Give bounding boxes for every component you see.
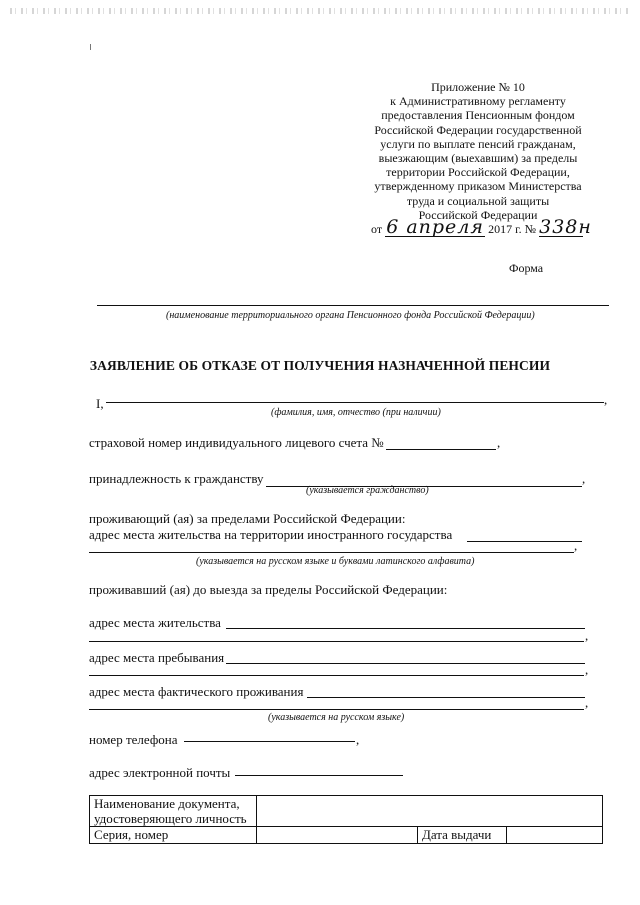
foreign-address-hint: (указывается на русском языке и буквами латинского алфавита) xyxy=(196,556,475,567)
issue-date-label: Дата выдачи xyxy=(418,827,507,844)
citizenship-hint: (указывается гражданство) xyxy=(306,485,429,496)
fio-hint: (фамилия, имя, отчество (при наличии) xyxy=(271,407,441,418)
stay-address-line-1 xyxy=(226,663,585,664)
phone-comma: , xyxy=(356,732,360,747)
doc-name-label: Наименование документа, удостоверяющего личность xyxy=(90,796,257,827)
actual-address-comma: , xyxy=(585,695,589,710)
foreign-address-comma: , xyxy=(574,538,578,553)
date-prefix: от xyxy=(371,222,383,236)
appendix-line: территории Российской Федерации, xyxy=(386,165,570,180)
handwritten-date: 6 апреля xyxy=(386,216,484,238)
residence-address-comma: , xyxy=(585,628,589,643)
snils-comma: , xyxy=(497,435,501,450)
handwritten-order-number: 338н xyxy=(539,216,592,238)
stay-address-comma: , xyxy=(585,662,589,677)
email-label: адрес электронной почты xyxy=(89,765,231,780)
snils-line xyxy=(386,449,496,450)
order-year: 2017 г. № xyxy=(488,222,537,236)
stay-address-label: адрес места пребывания xyxy=(89,650,225,665)
organ-name-hint: (наименование территориального органа Пенсионного фонда Российской Федерации) xyxy=(166,310,535,321)
email-line xyxy=(235,775,403,776)
scan-mark xyxy=(90,44,91,50)
actual-address-line-1 xyxy=(307,697,585,698)
appendix-line: утвержденному приказом Министерства xyxy=(374,179,582,194)
appendix-line: труда и социальной защиты xyxy=(406,193,550,208)
foreign-address-label: адрес места жительства на территории иностранного государства xyxy=(89,527,453,542)
actual-address-line-2 xyxy=(89,709,584,710)
resided-before-label: проживавший (ая) до выезда за пределы Российской Федерации: xyxy=(89,582,448,597)
appendix-line: к Административному регламенту xyxy=(390,94,566,109)
form-title: ЗАЯВЛЕНИЕ ОБ ОТКАЗЕ ОТ ПОЛУЧЕНИЯ НАЗНАЧЕННОЙ ПЕНСИИ xyxy=(89,358,551,373)
residence-address-line-2 xyxy=(89,641,584,642)
doc-name-value xyxy=(257,796,603,827)
stay-address-line-2 xyxy=(89,675,584,676)
residing-abroad-label: проживающий (ая) за пределами Российской Федерации: xyxy=(89,511,406,526)
organ-name-line xyxy=(97,305,609,306)
appendix-line: Российской Федерации xyxy=(418,207,538,222)
citizenship-label: принадлежность к гражданству xyxy=(89,471,264,486)
appendix-line: предоставления Пенсионным фондом xyxy=(381,108,575,123)
russian-language-hint: (указывается на русском языке) xyxy=(268,712,405,723)
series-number-label: Серия, номер xyxy=(90,827,257,844)
actual-address-label: адрес места фактического проживания xyxy=(89,684,304,699)
phone-label: номер телефона xyxy=(89,732,178,747)
fio-line xyxy=(106,402,604,403)
table-row xyxy=(90,796,603,827)
foreign-address-line-2 xyxy=(89,552,574,553)
residence-address-label: адрес места жительства xyxy=(89,615,221,630)
order-date-line xyxy=(371,216,592,238)
table-row xyxy=(90,827,603,844)
residence-address-line-1 xyxy=(226,628,585,629)
appendix-line: Российской Федерации государственной xyxy=(374,122,582,137)
series-number-value xyxy=(257,827,418,844)
fio-comma: , xyxy=(604,392,608,407)
foreign-address-line-1 xyxy=(467,541,582,542)
appendix-block xyxy=(358,80,598,222)
appendix-line: услуги по выплате пенсий гражданам, xyxy=(380,136,576,151)
phone-line xyxy=(184,741,355,742)
issue-date-value xyxy=(507,827,603,844)
scan-noise-strip xyxy=(10,8,630,14)
form-label: Форма xyxy=(509,261,544,275)
snils-label: страховой номер индивидуального лицевого счета № xyxy=(89,435,384,450)
citizenship-comma: , xyxy=(582,471,586,486)
i-label: I, xyxy=(96,396,104,411)
appendix-line: выезжающим (выехавшим) за пределы xyxy=(378,151,578,166)
identity-document-table xyxy=(89,795,603,844)
appendix-line: Приложение № 10 xyxy=(431,80,525,94)
